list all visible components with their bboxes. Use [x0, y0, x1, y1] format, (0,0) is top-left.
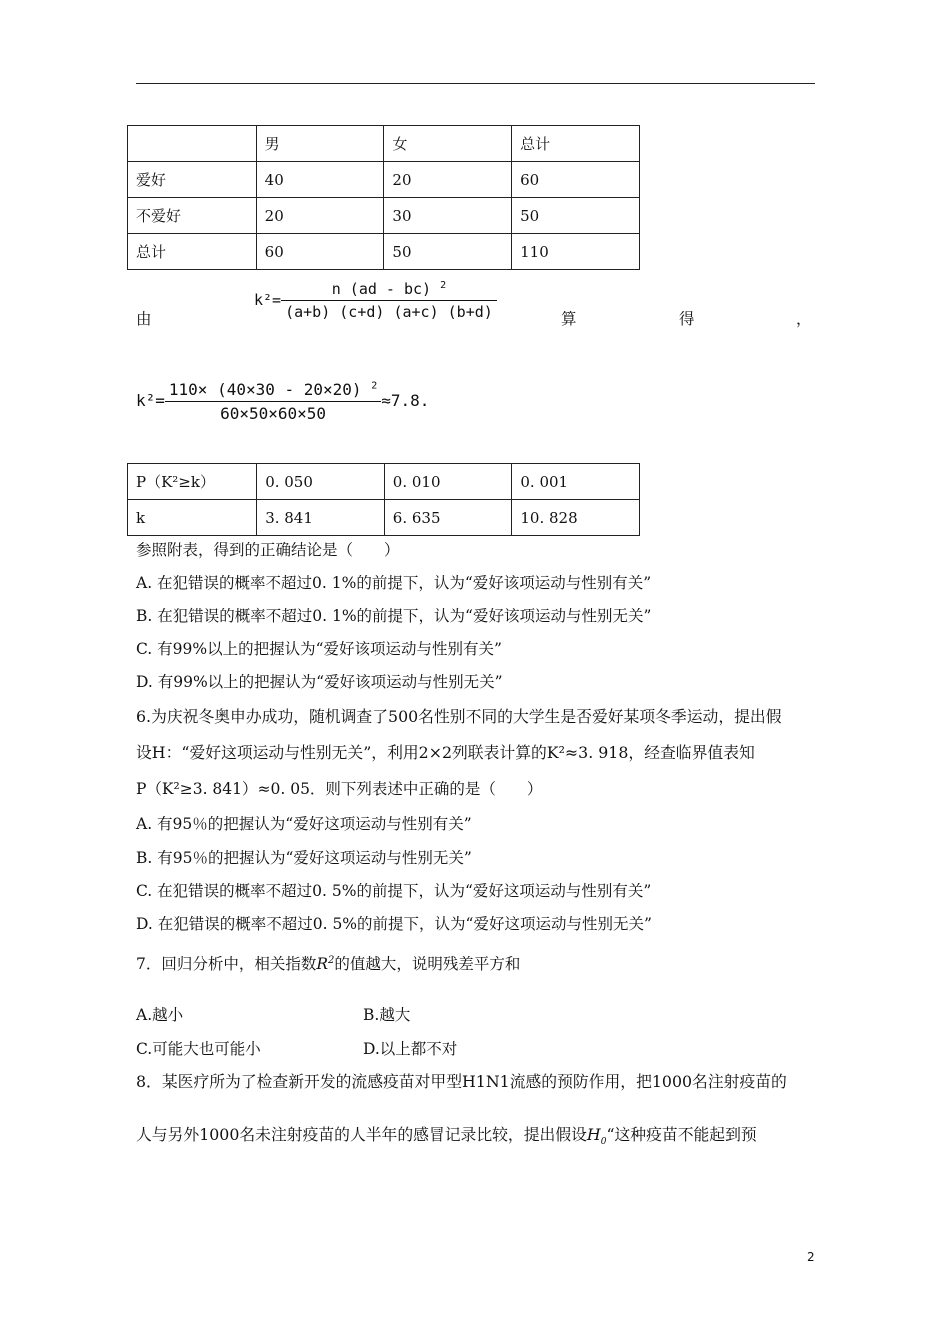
- table-row: [128, 126, 640, 162]
- q7-option-b: B.越大: [363, 1006, 411, 1024]
- formula2-denominator: 60×50×60×50: [220, 404, 327, 423]
- q6-option-c: C. 在犯错误的概率不超过0. 5%的前提下，认为“爱好这项运动与性别有关”: [136, 882, 652, 900]
- table-cell: 爱好: [128, 162, 257, 198]
- q8-symbol: $H_0$: [586, 1125, 607, 1148]
- formula2-fraction: [165, 380, 381, 423]
- q7-stem: [136, 951, 520, 974]
- table-cell: 女: [384, 126, 512, 162]
- table-cell: 3. 841: [257, 500, 385, 536]
- q8-line-2-after: “这种疫苗不能起到预: [606, 1125, 757, 1144]
- q5-option-c: C. 有99%以上的把握认为“爱好该项运动与性别有关”: [136, 640, 502, 658]
- table-cell: 不爱好: [128, 198, 257, 234]
- table-row: [128, 464, 640, 500]
- q6-line-2: 设H：“爱好这项运动与性别无关”，利用2×2列联表计算的K²≈3. 918，经查临界值表知: [136, 743, 755, 762]
- table-cell: 男: [256, 126, 384, 162]
- formula2-lhs: k²=: [136, 391, 165, 410]
- q5-stem: 参照附表，得到的正确结论是（ ）: [136, 541, 400, 559]
- table-row: [128, 162, 640, 198]
- q5-option-a: A. 在犯错误的概率不超过0. 1%的前提下，认为“爱好该项运动与性别有关”: [136, 574, 652, 592]
- table-cell: 20: [384, 162, 512, 198]
- critical-value-table: [127, 463, 640, 536]
- table-row: [128, 500, 640, 536]
- table-row: [128, 198, 640, 234]
- table-row: [128, 234, 640, 270]
- formula1-fraction: [281, 280, 497, 321]
- table-cell: [128, 126, 257, 162]
- q8-line-2-before: 人与另外1000名未注射疫苗的人半年的感冒记录比较，提出假设: [136, 1125, 587, 1144]
- formula1-denominator: (a+b) (c+d) (a+c) (b+d): [285, 303, 493, 321]
- table-cell: 30: [384, 198, 512, 234]
- table-cell: 110: [512, 234, 640, 270]
- table-cell: k: [128, 500, 257, 536]
- formula1-comma: ，: [796, 310, 812, 328]
- q6-option-a: A. 有95％的把握认为“爱好这项运动与性别有关”: [136, 815, 472, 833]
- table-cell: 10. 828: [512, 500, 640, 536]
- formula2-trail: .: [419, 391, 430, 410]
- q7-option-d: D.以上都不对: [363, 1040, 458, 1058]
- q7-stem-before: 7．回归分析中，相关指数: [136, 955, 317, 974]
- q6-line-1: 6.为庆祝冬奥申办成功，随机调查了500名性别不同的大学生是否爱好某项冬季运动，提出假: [136, 707, 782, 726]
- table-cell: 0. 001: [512, 464, 640, 500]
- table-cell: 0. 050: [257, 464, 385, 500]
- formula1-numerator-exp: 2: [440, 280, 447, 291]
- table-cell: 总计: [512, 126, 640, 162]
- formula2-numerator: 110× (40×30 - 20×20): [168, 380, 362, 399]
- q6-option-d: D. 在犯错误的概率不超过0. 5%的前提下，认为“爱好这项运动与性别无关”: [136, 915, 652, 933]
- q7-option-c: C.可能大也可能小: [136, 1040, 261, 1058]
- contingency-table: [127, 125, 640, 270]
- q5-option-d: D. 有99%以上的把握认为“爱好该项运动与性别无关”: [136, 673, 503, 691]
- header-rule: [136, 83, 815, 84]
- table-cell: 20: [256, 198, 384, 234]
- formula2-numerator-exp: 2: [371, 380, 378, 392]
- q8-line-1: 8．某医疗所为了检查新开发的流感疫苗对甲型H1N1流感的预防作用，把1000名注射疫苗的: [136, 1072, 787, 1091]
- table-cell: P（K²≥k）: [128, 464, 257, 500]
- formula1: [254, 280, 497, 321]
- table-cell: 50: [512, 198, 640, 234]
- formula1-numerator: n (ad - bc): [331, 280, 432, 298]
- formula1-word2: 得: [679, 310, 695, 328]
- formula1-word1: 算: [561, 310, 577, 328]
- q6-option-b: B. 有95％的把握认为“爱好这项运动与性别无关”: [136, 849, 472, 867]
- formula1-lhs: k²=: [254, 291, 282, 309]
- page-number: 2: [807, 1250, 815, 1264]
- table-cell: 6. 635: [384, 500, 512, 536]
- table-cell: 60: [512, 162, 640, 198]
- table-cell: 60: [256, 234, 384, 270]
- table-cell: 50: [384, 234, 512, 270]
- q5-option-b: B. 在犯错误的概率不超过0. 1%的前提下，认为“爱好该项运动与性别无关”: [136, 607, 652, 625]
- q8-line-2: [136, 1125, 757, 1152]
- formula1-prefix: 由: [136, 310, 152, 328]
- q7-stem-after: 的值越大，说明残差平方和: [334, 955, 521, 974]
- q7-symbol: $R^2$: [316, 955, 335, 974]
- table-cell: 40: [256, 162, 384, 198]
- formula2: [136, 380, 429, 423]
- q6-line-3: P（K²≥3. 841）≈0. 05．则下列表述中正确的是（ ）: [136, 780, 543, 798]
- table-cell: 0. 010: [384, 464, 512, 500]
- table-cell: 总计: [128, 234, 257, 270]
- q7-option-a: A.越小: [136, 1006, 184, 1024]
- formula2-result: ≈7.8: [381, 391, 420, 410]
